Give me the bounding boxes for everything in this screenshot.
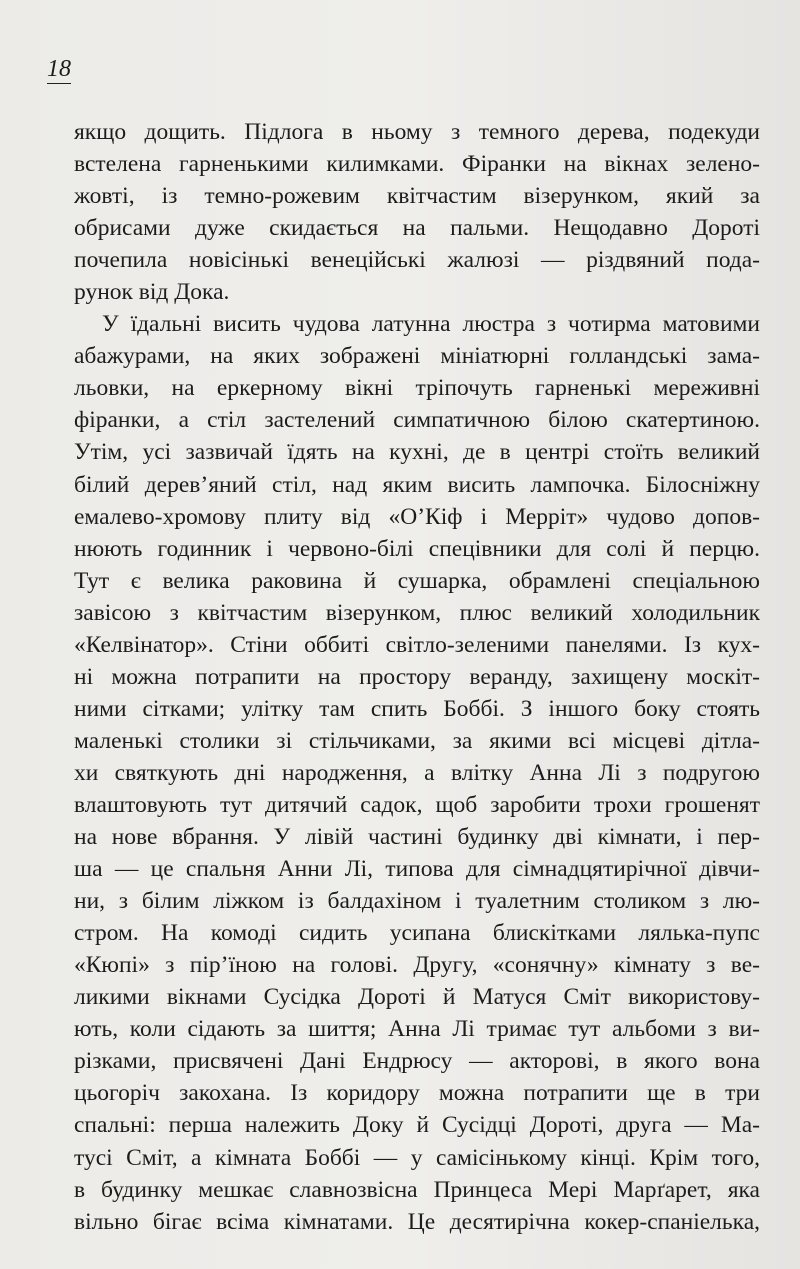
text-line: на нове вбрання. У лівій частині будинку дві кімнати, і пер-: [74, 824, 760, 851]
text-line: фіранки, а стіл застелений симпатичною білою скатертиною.: [74, 407, 760, 434]
text-line: обрисами дуже скидається на пальми. Нещодавно Дороті: [74, 215, 760, 242]
text-line: ні можна потрапити на простору веранду, захищену москіт-: [74, 663, 760, 690]
text-line: У їдальні висить чудова латунна люстра з чотирма матовими: [102, 311, 760, 338]
text-line: різками, присвячені Дані Ендрюсу — акторові, в якого вона: [74, 1048, 760, 1075]
text-line: якщо дощить. Підлога в ньому з темного дерева, подекуди: [74, 119, 760, 145]
text-line: нюють годинник і червоно-білі спецівники для солі й перцю.: [74, 535, 760, 562]
text-line: почепила новісінькі венеційські жалюзі — різдвяний пода-: [74, 247, 760, 274]
text-line: тусі Сміт, а кімната Боббі — у самісінькому кінці. Крім того,: [74, 1144, 760, 1171]
text-line: рунок від Дока.: [74, 279, 230, 306]
text-line: білий дерев’яний стіл, над яким висить лампочка. Білосніжну: [74, 471, 760, 498]
text-line: емалево-хромову плиту від «О’Кіф і Мерріт» чудово допов-: [74, 503, 760, 530]
text-line: встелена гарненькими килимками. Фіранки на вікнах зелено-: [74, 151, 760, 178]
text-line: стром. На комоді сидить усипана блискітками лялька-пупс: [74, 920, 760, 947]
text-line: ша — це спальня Анни Лі, типова для сімнадцятирічної дівчи-: [74, 856, 760, 883]
page-number: 18: [47, 56, 71, 82]
text-line: ють, коли сідають за шиття; Анна Лі тримає тут альбоми з ви-: [74, 1016, 760, 1043]
text-line: абажурами, на яких зображені мініатюрні голландські зама-: [74, 343, 760, 370]
text-line: хи святкують дні народження, а влітку Анна Лі з подругою: [74, 759, 760, 786]
text-line: цьогоріч закохана. Із коридору можна потрапити ще в три: [74, 1080, 760, 1107]
text-line: льовки, на еркерному вікні тріпочуть гарненькі мереживні: [74, 375, 760, 402]
text-line: влаштовують тут дитячий садок, щоб заробити трохи грошенят: [74, 791, 760, 818]
text-line: «Кюпі» з пір’їною на голові. Другу, «сонячну» кімнату з ве-: [74, 952, 760, 979]
text-line: «Келвінатор». Стіни оббиті світло-зеленими панелями. Із кух-: [74, 631, 760, 658]
text-line: ликими вікнами Сусідка Дороті й Матуся Сміт використову-: [74, 984, 760, 1011]
text-line: вільно бігає всіма кімнатами. Це десятирічна кокер-спаніелька,: [74, 1208, 760, 1235]
text-line: жовті, із темно-рожевим квітчастим візерунком, який за: [74, 183, 760, 210]
text-line: завісою з квітчастим візерунком, плюс великий холодильник: [74, 599, 760, 626]
text-line: ними сітками; улітку там спить Боббі. З іншого боку стоять: [74, 695, 760, 722]
text-line: маленькі столики зі стільчиками, за якими всі місцеві дітла-: [74, 727, 760, 754]
text-line: ни, з білим ліжком із балдахіном і туалетним столиком з лю-: [74, 888, 760, 915]
text-line: Утім, усі зазвичай їдять на кухні, де в центрі стоїть великий: [74, 439, 760, 466]
body-text: [74, 116, 760, 1238]
text-line: спальні: перша належить Доку й Сусідці Дороті, друга — Ма-: [74, 1112, 760, 1139]
text-line: Тут є велика раковина й сушарка, обрамлені спеціальною: [74, 567, 760, 594]
text-line: в будинку мешкає славнозвісна Принцеса Мері Марґарет, яка: [74, 1176, 760, 1203]
